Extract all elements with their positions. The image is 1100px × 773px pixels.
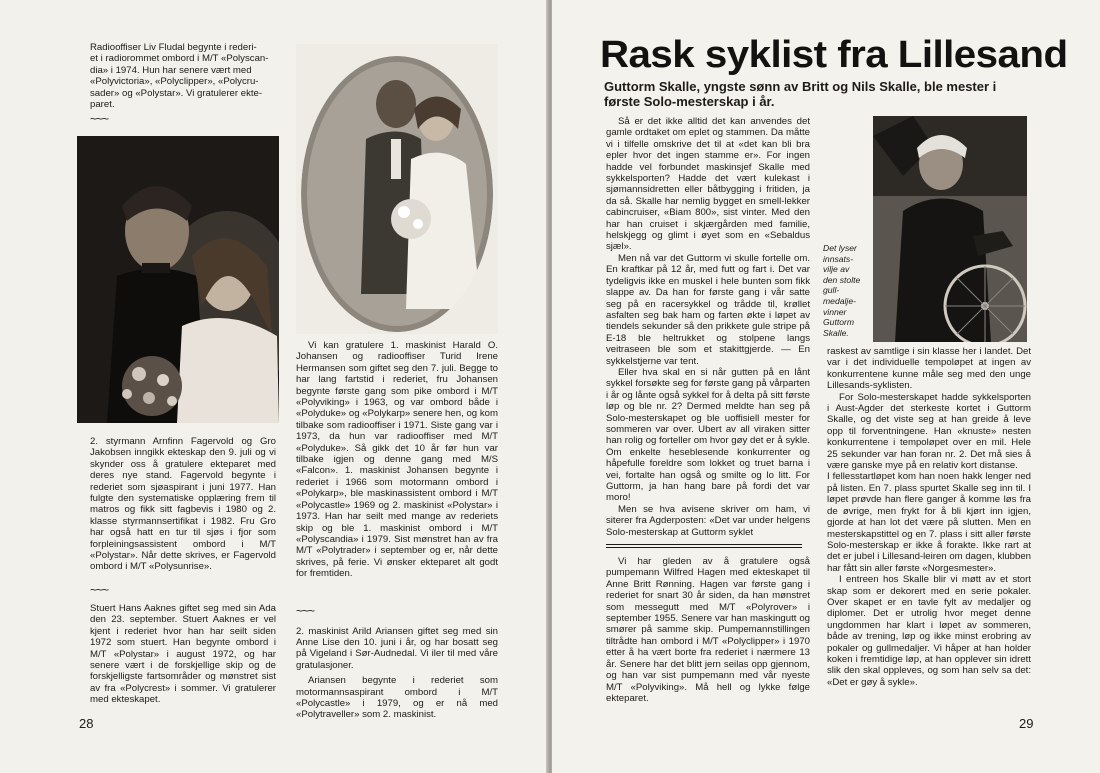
photo-caption-cyclist: Det lyser innsats- vilje av den stolte gull- medalje- vinner Guttorm Skalle. bbox=[823, 243, 861, 338]
wedding-photo-fagervold bbox=[77, 136, 279, 423]
photo-couple-left bbox=[77, 136, 279, 423]
wedding-photo-johansen bbox=[296, 44, 498, 334]
article-ariansen: 2. maskinist Arild Ariansen giftet seg med sin Anne Lise den 10. juni i år, og har bosatt seg på Vigeland i Sør-Audnedal. Vi iler til med våre gratulasjoner. bbox=[296, 625, 498, 671]
left-page bbox=[0, 0, 548, 773]
section-divider: ~~~ bbox=[90, 112, 109, 127]
article-subheadline: Guttorm Skalle, yngste sønn av Britt og Nils Skalle, ble mester i første Solo-mesterskap i år. bbox=[604, 79, 997, 109]
page-number-right: 29 bbox=[1019, 716, 1034, 731]
cyclist-photo bbox=[873, 116, 1027, 342]
article-fludal: Radiooffiser Liv Fludal begynte i rederi- et i radiorommet ombord i M/T «Polyscan- dia» i 1974. Hun har senere vært med «Polyvictoria», «Polyclipper», «Polycru- sader» og «Polystar». Vi gratulerer ekte- paret. bbox=[90, 42, 269, 111]
right-col1 bbox=[606, 116, 810, 704]
left-col1-lower bbox=[90, 436, 276, 706]
article-tempo: raskest av samtlige i sin klasse her i landet. Det var i det individuelle tempoløpet at ingen av konkurrentene kunne måle seg med den unge Lillesands-syklisten. bbox=[827, 346, 1031, 392]
section-divider-line bbox=[606, 544, 802, 548]
photo-couple-oval bbox=[296, 44, 498, 334]
article-headline: Rask syklist fra Lillesand bbox=[600, 34, 1068, 76]
article-guttorm: Men nå var det Guttorm vi skulle fortelle om. En kraftkar på 12 år, med futt og fart i. Det var tydeligvis ikke en muskel i hele bunten som fikk slappe av. Da han for første gang i vår satte seg på en racersykkel og trådde til, krøllet asfalten seg bak ham og farten økte i løpet av tiendels sekunder så den prikkete gule stripe på E-18 ble heltrukket og stolpene langs veitraseen ble som et stakittgjerde. — En sykkelstjerne var tent. bbox=[606, 252, 810, 367]
article-quote-start: Men se hva avisene skriver om ham, vi siterer fra Agderposten: «Det var under helgens Solo-mesterskap at Guttorm syklet bbox=[606, 503, 810, 538]
article-hagen: Vi har gleden av å gratulere også pumpemann Wilfred Hagen med ekteskapet til Anne Britt Rønning. Hagen var første gang i rederiet for snart 30 år siden, da han mønstret som messegutt med M/T «Polyrover» i september 1955. Senere var han maskingutt og smører på samme skip. Pumpemannstillingen tiltrådte han ombord i M/T «Polyclipper» i 1970 etter å ha vært borte fra rederiet i nærmere 13 år. Senere har det blitt jern seilas opp gjennom, og han var sist pumpemann med vår nyeste M/T «Polyviking». Må hell og lykke følge ekteparet. bbox=[606, 556, 810, 704]
left-col1-intro bbox=[90, 42, 276, 130]
article-pokaler: I entreen hos Skalle blir vi møtt av et stort skap som er dekorert med en serie pokaler. Over skapet er en tavle fylt av medaljer og diplomer. Det er utrolig hvor meget denne ungdommen har klart i løpet av sommeren, både av trening, løp og ikke minst erobring av pokaler og gullmedaljer. Vi håper at han holder koken i fremtidige løp, at han opplever sin idrett slik den skal oppleves, og som han selv sa det: «Det er gøy å sykle». bbox=[827, 574, 1031, 688]
right-col2 bbox=[827, 346, 1031, 688]
article-johansen: Vi kan gratulere 1. maskinist Harald O. Johansen og radiooffiser Turid Irene Hermansen som giftet seg den 7. juli. Begge to har lang fartstid i rederiet, fru Johansen begynte første gang som pike ombord i M/T «Polyviking» i 1963, og var ombord både i «Polyduke» og «Polykarp» senere hen, og kom tilbake som radiooffiser i 1971. Siste gang var i 1973, da hun var radiooffiser med M/T «Polyduke». Så gikk det 10 år før hun var tilbake igjen og denne gang med M/S «Falcon». 1. maskinist Johansen begynte i rederiet i 1966 som motormann ombord i «Polykarp», ble maskinassistent ombord i M/T «Polycastle» 1969 og 2. maskinist «Polystar» i 1973. Han har seilt med mange av rederiets skip og ble 1. maskinist ombord i M/T «Polyscandia» i 1979. Sist mønstret han av fra M/T «Polytrader» i september og er, når dette skrives, på ferie. Vi ønsker ekteparet alt godt for fremtiden. bbox=[296, 340, 498, 580]
article-aaknes: Stuert Hans Aaknes giftet seg med sin Ada den 23. september. Stuert Aaknes er vel kjent i rederiet hvor han har seilt siden 1972 som stuert. Han begynte ombord i M/T «Polystar» i august 1972, og har senere vært i de forskjellige skip og de forskjelligste fartsområder og mønstret sist av fra «Polycrest» i sommer. Vi gratulerer med ekteskapet. bbox=[90, 602, 276, 706]
article-aust-agder: For Solo-mesterskapet hadde sykkelsporten i Aust-Agder det sterkeste kortet i Guttorm Skalle, og det viste seg at han greide å leve opp til forventningene. Han «knuste» nesten konkurrentene i tempoløpet over en mil. Hele 25 sekunder var han foran nr. 2. Det må sies å være ganske mye på en relativ kort distanse. bbox=[827, 391, 1031, 472]
caption-fagervold: 2. styrmann Arnfinn Fagervold og Gro Jakobsen inngikk ekteskap den 9. juli og vi skynder oss å gratulere ekteparet med deres nye stand. Fagervold begynte i rederiet som sjøaspirant i juni 1977. Han fulgte den systematiske opplæring frem til matros og fikk sitt fagbevis i 1980 og 2. klasse styrmannsertifikat i 1982. Fru Gro har også hatt en tur til sjøs i fjor som forpleiningsassistent ombord i M/T «Polystar». Når dette skrives, er Fagervold ombord i M/T «Polysunrise». bbox=[90, 436, 276, 573]
photo-cyclist bbox=[873, 116, 1027, 342]
article-fellesstart: I fellesstartløpet kom han noen hakk lenger ned på listen. En 7. plass spurtet Skalle seg inn til. I løpet prøvde han flere ganger å komme løs fra de øvrige, men frykt for å bli kjørt inn igjen, gjorde at han lot det være på slutten. Men en mesterskapstittel og en 7. plass i sitt aller første Solo-mesterskap er ikke å forakte. Ikke rart at det er jubel i Lillesand-leiren om dagen, klubben har fått sin aller første «Norgesmester». bbox=[827, 471, 1031, 574]
page-number-left: 28 bbox=[79, 716, 94, 731]
section-divider: ~~~ bbox=[296, 603, 315, 618]
section-divider: ~~~ bbox=[90, 582, 109, 597]
article-ariansen-career: Ariansen begynte i rederiet som motormannsaspirant ombord i M/T «Polycastle» i 1979, og er nå med «Polytraveller» som 2. maskinist. bbox=[296, 675, 498, 721]
article-first-race: Eller hva skal en si når gutten på en lånt sykkel forsøkte seg for første gang på vårparten i år og lånte også sykkel for å delta på sitt første løp og ble nr. 2? Dermed meldte han seg på Solo-mesterskapet og ble uoffisiell mester for sommeren var over. Ubert av all viraken sitter han rolig og forteller om hvor gøy det er å sykle. Om enkelte heseblesende konkurrenter og håpefulle foreldre som lokket og truet barna i vei, fortalte han også og smilte og lo litt. For Guttorm, ja han hang bare på fordi det var moro! bbox=[606, 366, 810, 504]
left-col2 bbox=[296, 340, 498, 721]
article-intro: Så er det ikke alltid det kan anvendes det gamle ordtaket om eplet og stammen. Da måtte vi i tilfelle omskrive det til at «det kan bli bra epler hvor det ingen stamme er». For ingen hadde vel forbundet maskinsjef Skalle med sykkelsporten? Hadde det vært kulekast i sjømannsidretten eller båtbygging i fritiden, ja da så. Skalle har nemlig bygget en smell-lekker cabincruiser, «Biam 800», sist vinter. Med den har han cruiset i skjærgården med familie, helskjegg og glimt i øyet som en «Sebaldus sjæl». bbox=[606, 116, 810, 253]
